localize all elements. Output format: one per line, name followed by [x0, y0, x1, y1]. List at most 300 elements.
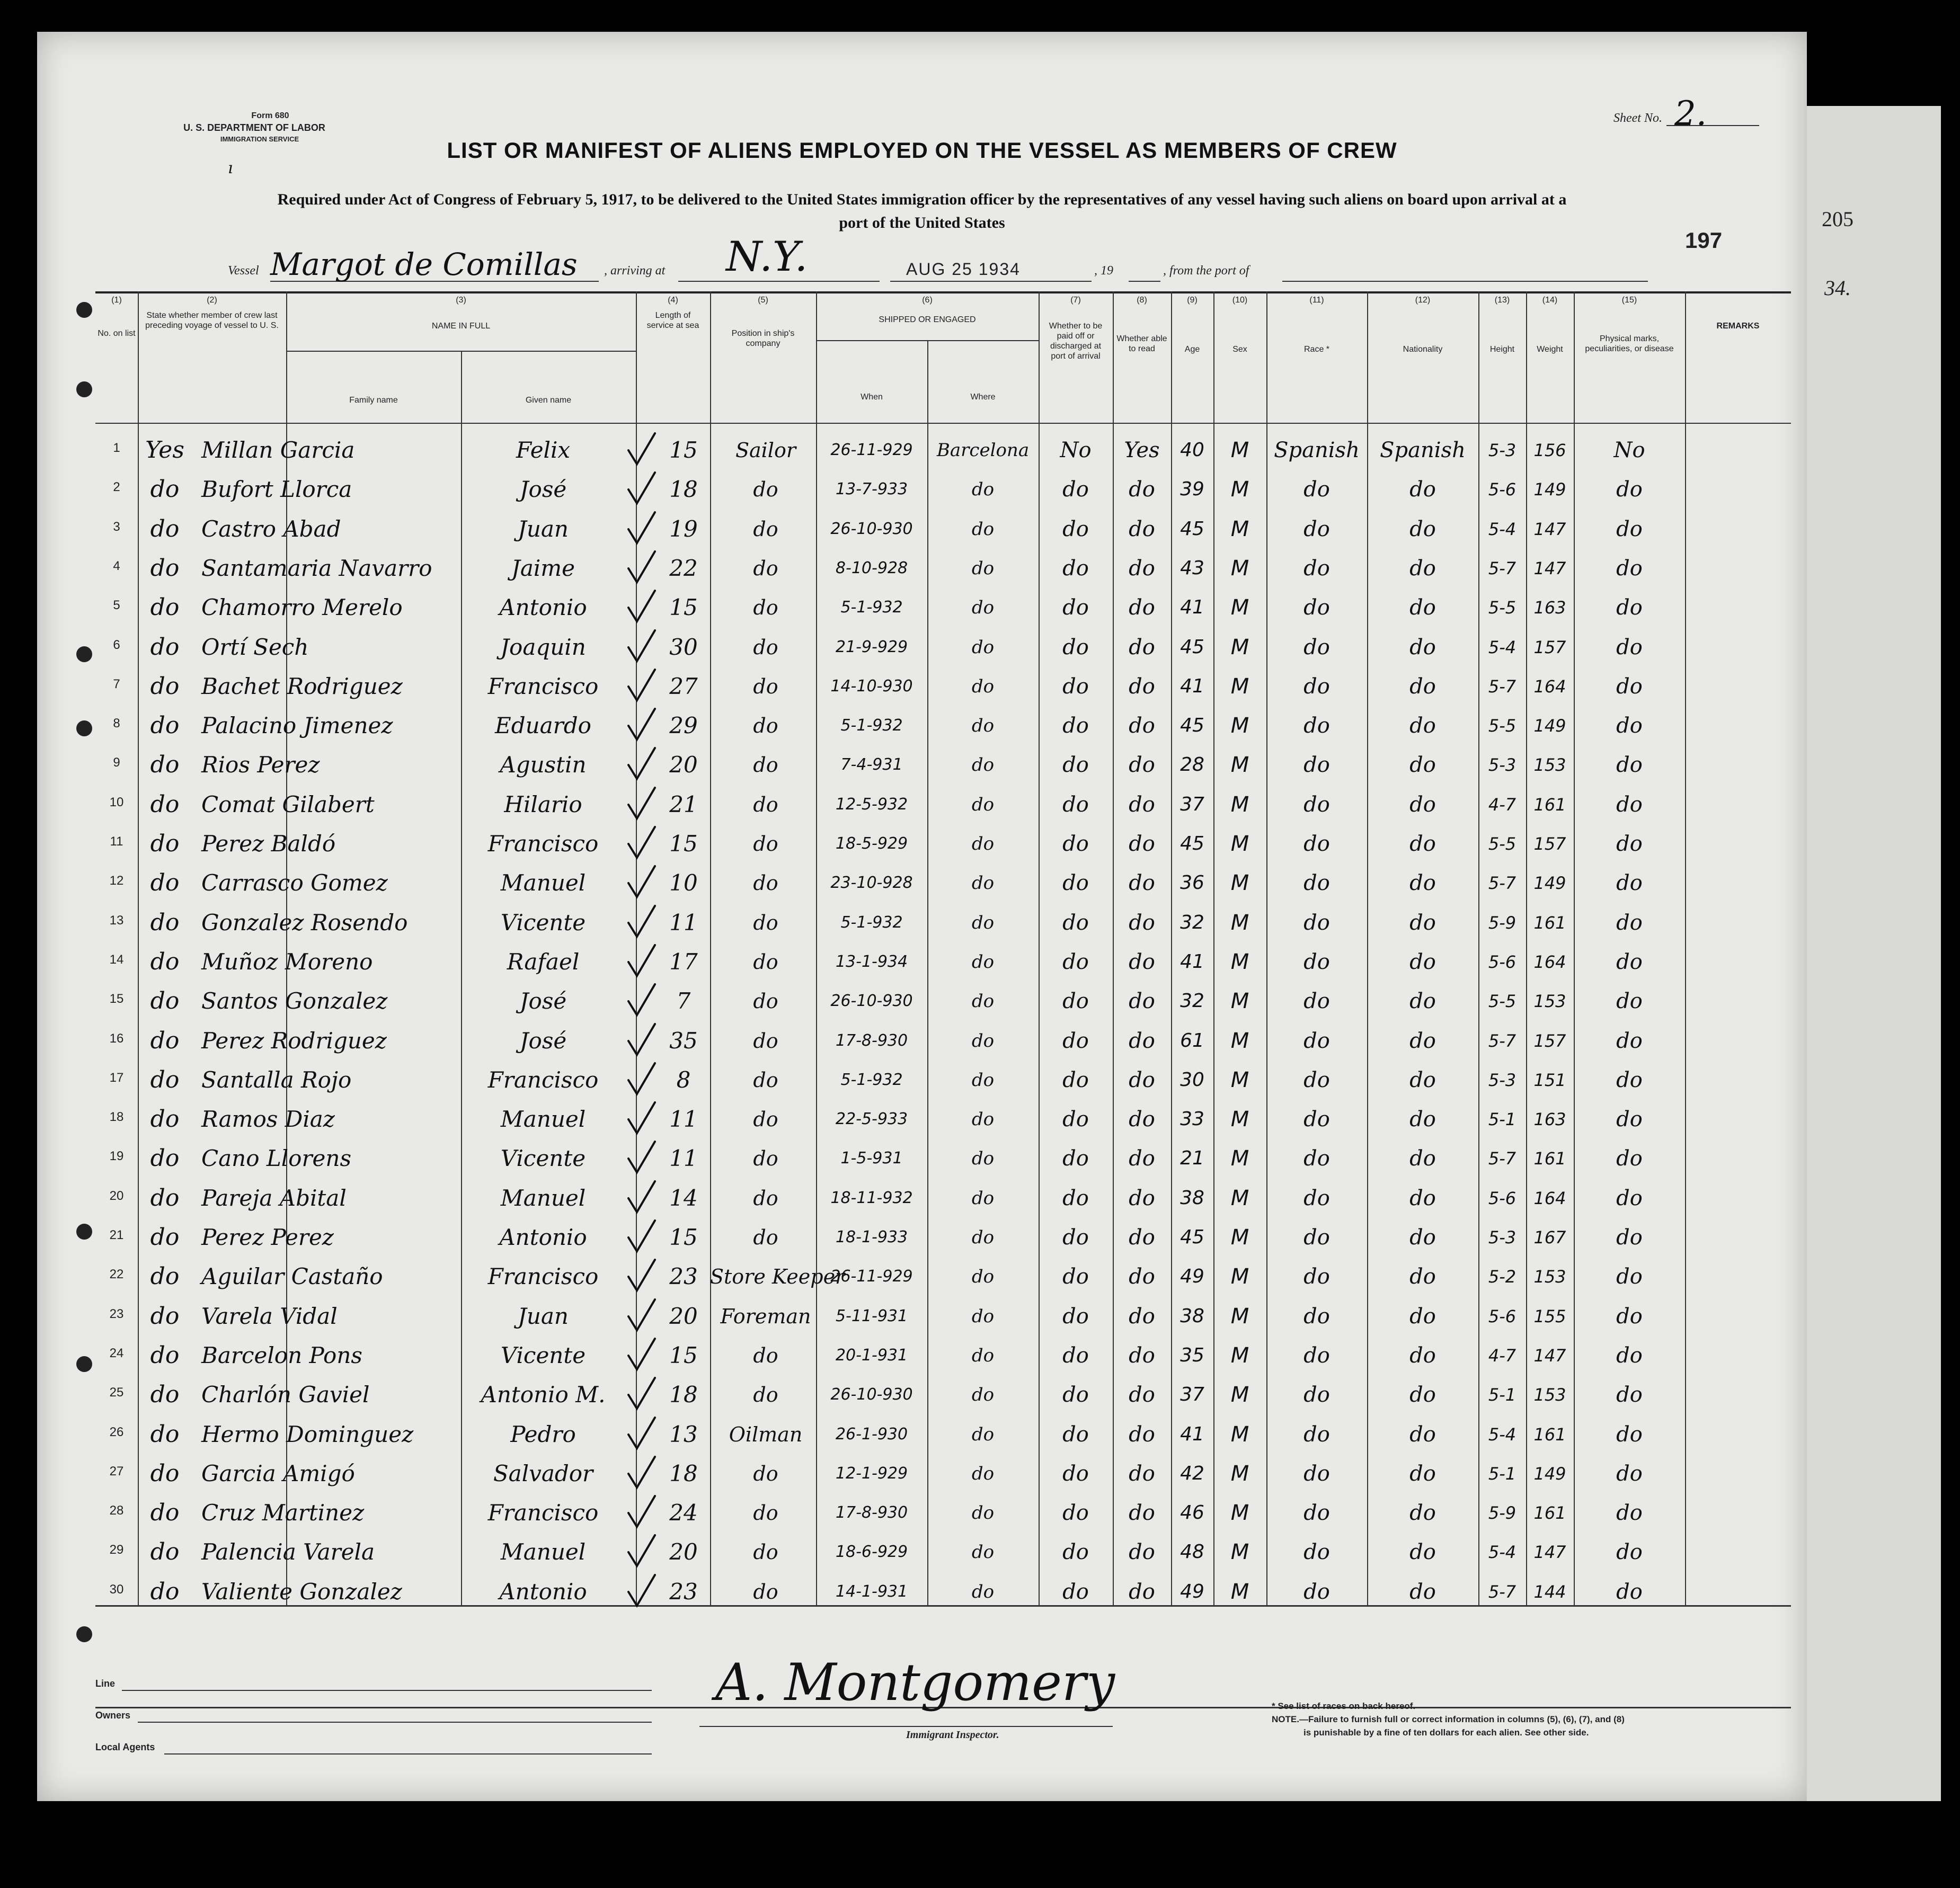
cell-physical-marks: do — [1616, 1186, 1643, 1210]
cell-age: 33 — [1180, 1108, 1204, 1130]
cell-sex: M — [1230, 1540, 1249, 1565]
cell-family-name: Millan Garcia — [201, 437, 355, 463]
col-header-age: Age — [1184, 345, 1200, 354]
cell-nationality: do — [1409, 910, 1436, 935]
local-agents-label: Local Agents — [95, 1742, 155, 1752]
cell-physical-marks: do — [1616, 1383, 1643, 1408]
cell-nationality: do — [1409, 516, 1436, 541]
cell-family-name: Gonzalez Rosendo — [201, 909, 408, 936]
cell-family-name: Castro Abad — [201, 515, 341, 542]
checkmark-icon — [625, 1139, 657, 1177]
binder-hole — [76, 1356, 92, 1372]
cell-position: do — [753, 517, 778, 541]
col-num-3: (3) — [456, 296, 466, 305]
cell-given-name: Francisco — [487, 1066, 599, 1093]
cell-shipped-when: 18-6-929 — [835, 1543, 908, 1562]
col-num-15: (15) — [1621, 296, 1637, 305]
checkmark-icon — [625, 510, 657, 547]
crew-manifest-table — [95, 291, 1791, 1888]
cell-able-to-read: do — [1129, 477, 1155, 502]
row-number: 2 — [113, 480, 120, 495]
checkmark-icon — [625, 943, 657, 980]
cell-paid-off: do — [1062, 1264, 1089, 1289]
cell-nationality: do — [1409, 832, 1436, 856]
cell-weight: 161 — [1533, 912, 1566, 933]
cell-age: 41 — [1180, 596, 1204, 619]
cell-age: 43 — [1180, 557, 1204, 579]
checkmark-icon — [625, 982, 657, 1019]
cell-paid-off: do — [1062, 1579, 1089, 1604]
cell-race: do — [1303, 1225, 1330, 1250]
cell-shipped-when: 26-11-929 — [830, 1267, 913, 1286]
cell-family-name: Palacino Jimenez — [201, 713, 393, 739]
cell-physical-marks: do — [1616, 556, 1643, 581]
checkmark-icon — [625, 1337, 657, 1374]
cell-family-name: Santalla Rojo — [201, 1066, 352, 1093]
cell-family-name: Santamaria Navarro — [201, 555, 432, 581]
cell-able-to-read: do — [1129, 753, 1155, 778]
cell-weight: 161 — [1533, 1503, 1566, 1524]
cell-service-length: 15 — [669, 437, 698, 463]
cell-given-name: Jaime — [511, 555, 575, 581]
cell-service-length: 18 — [669, 476, 698, 503]
cell-age: 28 — [1180, 754, 1204, 776]
races-note: * See list of races on back hereof. — [1272, 1701, 1416, 1711]
cell-prev-voyage: do — [150, 1106, 180, 1133]
cell-family-name: Charlón Gaviel — [201, 1382, 370, 1408]
cell-physical-marks: do — [1616, 635, 1643, 660]
cell-physical-marks: do — [1616, 1107, 1643, 1132]
cell-able-to-read: do — [1129, 635, 1155, 660]
cell-given-name: Antonio — [499, 1578, 587, 1605]
cell-height: 5-7 — [1488, 558, 1516, 578]
cell-height: 5-1 — [1488, 1463, 1516, 1484]
binder-hole — [76, 646, 92, 662]
owners-label: Owners — [95, 1710, 131, 1721]
back-page-number: 205 — [1822, 207, 1853, 231]
cell-nationality: do — [1409, 1540, 1436, 1565]
cell-shipped-when: 17-8-930 — [835, 1031, 908, 1050]
cell-nationality: do — [1409, 1186, 1436, 1210]
checkmark-icon — [625, 549, 657, 586]
cell-physical-marks: do — [1616, 871, 1643, 896]
cell-weight: 153 — [1533, 1385, 1566, 1405]
cell-height: 5-6 — [1488, 479, 1516, 500]
cell-sex: M — [1230, 1383, 1249, 1408]
cell-family-name: Barcelon Pons — [201, 1342, 362, 1368]
col-header-read: Whether able to read — [1116, 334, 1167, 353]
cell-sex: M — [1230, 714, 1249, 738]
cell-height: 5-4 — [1488, 637, 1516, 657]
cell-shipped-where: do — [971, 557, 995, 579]
cell-age: 41 — [1180, 1423, 1204, 1445]
cell-weight: 164 — [1533, 676, 1566, 697]
col-header-weight: Weight — [1537, 345, 1563, 354]
cell-able-to-read: Yes — [1124, 438, 1160, 462]
cell-prev-voyage: do — [150, 1184, 180, 1212]
cell-sex: M — [1230, 1461, 1249, 1486]
cell-shipped-where: do — [971, 833, 995, 854]
cell-position: do — [753, 1383, 778, 1407]
cell-shipped-when: 23-10-928 — [830, 874, 913, 893]
col-header-position: Position in ship's company — [731, 329, 795, 348]
underlying-page — [1791, 106, 1941, 1801]
cell-paid-off: do — [1062, 1028, 1089, 1053]
cell-prev-voyage: do — [150, 1459, 180, 1487]
cell-physical-marks: do — [1616, 1028, 1643, 1053]
cell-physical-marks: do — [1616, 1422, 1643, 1447]
date-line — [890, 281, 1092, 282]
checkmark-icon — [625, 1455, 657, 1492]
cell-shipped-when: 5-1-932 — [840, 1070, 903, 1089]
cell-able-to-read: do — [1129, 1107, 1155, 1132]
cell-sex: M — [1230, 1304, 1249, 1329]
cell-given-name: Felix — [516, 437, 571, 463]
cell-weight: 147 — [1533, 519, 1566, 539]
cell-shipped-where: do — [971, 1581, 995, 1602]
col-header-family: Family name — [349, 396, 398, 405]
cell-weight: 163 — [1533, 1109, 1566, 1130]
cell-age: 45 — [1180, 715, 1204, 737]
col-num-5: (5) — [758, 296, 768, 305]
cell-shipped-when: 7-4-931 — [840, 755, 903, 774]
cell-shipped-where: do — [971, 1148, 995, 1170]
col-header-paid-off: Whether to be paid off or discharged at port of arrival — [1049, 322, 1103, 361]
cell-service-length: 19 — [669, 515, 698, 542]
cell-shipped-where: do — [971, 715, 995, 737]
cell-paid-off: do — [1062, 1186, 1089, 1210]
cell-service-length: 21 — [669, 791, 698, 817]
col-num-2: (2) — [207, 296, 217, 305]
cell-weight: 167 — [1533, 1227, 1566, 1248]
cell-prev-voyage: do — [150, 554, 180, 582]
checkmark-icon — [625, 1258, 657, 1295]
cell-service-length: 11 — [669, 1145, 698, 1172]
cell-service-length: 14 — [669, 1185, 698, 1211]
row-number: 5 — [113, 598, 120, 613]
cell-position: do — [753, 1540, 778, 1564]
checkmark-icon — [625, 589, 657, 626]
cell-paid-off: do — [1062, 635, 1089, 660]
cell-age: 46 — [1180, 1502, 1204, 1524]
cell-position: Store Keeper — [710, 1265, 845, 1289]
col-num-6: (6) — [922, 296, 933, 305]
cell-nationality: do — [1409, 1264, 1436, 1289]
cell-prev-voyage: do — [150, 751, 180, 779]
cell-service-length: 11 — [669, 909, 698, 936]
checkmark-icon — [625, 864, 657, 901]
cell-position: do — [753, 1147, 778, 1171]
cell-shipped-where: do — [971, 754, 995, 776]
checkmark-icon — [625, 1573, 657, 1610]
cell-sex: M — [1230, 1107, 1249, 1132]
cell-physical-marks: do — [1616, 792, 1643, 817]
cell-position: do — [753, 1108, 778, 1132]
col-num-4: (4) — [668, 296, 678, 305]
cell-shipped-where: do — [971, 1423, 995, 1445]
row-number: 11 — [110, 834, 123, 849]
checkmark-icon — [625, 786, 657, 823]
cell-prev-voyage: do — [150, 1499, 180, 1527]
cell-race: do — [1303, 1028, 1330, 1053]
col-num-14: (14) — [1542, 296, 1558, 305]
cell-family-name: Aguilar Castaño — [201, 1263, 383, 1290]
cell-prev-voyage: do — [150, 1224, 180, 1251]
cell-nationality: do — [1409, 595, 1436, 620]
date-stamp: AUG 25 1934 — [906, 260, 1021, 279]
row-number: 27 — [109, 1464, 124, 1479]
cell-height: 4-7 — [1488, 1345, 1516, 1366]
cell-given-name: Hilario — [504, 791, 582, 817]
row-number: 28 — [109, 1503, 124, 1518]
cell-race: do — [1303, 1264, 1330, 1289]
cell-height: 5-9 — [1488, 912, 1516, 933]
row-number: 30 — [109, 1582, 124, 1597]
local-agents-fill — [164, 1753, 652, 1755]
checkmark-icon — [625, 1494, 657, 1531]
owners-fill — [138, 1722, 652, 1723]
cell-physical-marks: do — [1616, 1264, 1643, 1289]
cell-paid-off: do — [1062, 1461, 1089, 1486]
cell-nationality: do — [1409, 714, 1436, 738]
cell-family-name: Cruz Martinez — [201, 1500, 365, 1526]
cell-physical-marks: do — [1616, 674, 1643, 699]
cell-sex: M — [1230, 910, 1249, 935]
row-number: 24 — [109, 1346, 124, 1360]
cell-position: do — [753, 1580, 778, 1604]
cell-service-length: 30 — [669, 634, 698, 660]
cell-service-length: 15 — [669, 1224, 698, 1250]
row-number: 17 — [109, 1070, 124, 1085]
row-number: 25 — [109, 1385, 124, 1400]
cell-position: do — [753, 792, 778, 816]
cell-race: do — [1303, 871, 1330, 896]
cell-position: do — [753, 1186, 778, 1210]
cell-race: do — [1303, 832, 1330, 856]
cell-age: 38 — [1180, 1305, 1204, 1327]
cell-family-name: Cano Llorens — [201, 1145, 352, 1172]
col-num-11: (11) — [1309, 296, 1324, 305]
cell-height: 5-3 — [1488, 440, 1516, 460]
cell-given-name: Antonio — [499, 1224, 587, 1250]
cell-able-to-read: do — [1129, 1028, 1155, 1053]
cell-service-length: 27 — [669, 673, 698, 699]
cell-nationality: do — [1409, 1579, 1436, 1604]
cell-family-name: Garcia Amigó — [201, 1460, 355, 1486]
cell-able-to-read: do — [1129, 1540, 1155, 1565]
cell-shipped-when: 18-11-932 — [830, 1188, 913, 1207]
cell-service-length: 23 — [669, 1578, 698, 1605]
cell-weight: 163 — [1533, 598, 1566, 618]
cell-family-name: Muñoz Moreno — [201, 948, 373, 975]
cell-position: do — [753, 596, 778, 620]
cell-height: 5-5 — [1488, 716, 1516, 736]
col-header-race: Race * — [1303, 345, 1330, 354]
cell-service-length: 17 — [669, 948, 698, 975]
failure-note: NOTE.—Failure to furnish full or correct information in columns (5), (6), (7), and (8) — [1272, 1714, 1625, 1724]
cell-age: 45 — [1180, 518, 1204, 540]
from-port-label: , from the port of — [1163, 264, 1249, 278]
col-header-where: Where — [970, 393, 996, 402]
col-header-physical-marks: Physical marks, peculiarities, or disease — [1585, 334, 1674, 353]
cell-sex: M — [1230, 674, 1249, 699]
cell-age: 41 — [1180, 675, 1204, 697]
cell-position: do — [753, 832, 778, 856]
cell-height: 4-7 — [1488, 794, 1516, 815]
cell-race: do — [1303, 595, 1330, 620]
cell-height: 5-6 — [1488, 951, 1516, 972]
cell-weight: 149 — [1533, 873, 1566, 894]
cell-weight: 147 — [1533, 1542, 1566, 1563]
cell-shipped-when: 20-1-931 — [835, 1346, 908, 1365]
col-header-nationality: Nationality — [1403, 345, 1443, 354]
col-num-8: (8) — [1137, 296, 1147, 305]
binder-hole — [76, 720, 92, 736]
cell-physical-marks: No — [1613, 438, 1645, 462]
cell-height: 5-3 — [1488, 1227, 1516, 1248]
cell-race: do — [1303, 1540, 1330, 1565]
cell-paid-off: do — [1062, 714, 1089, 738]
cell-age: 45 — [1180, 833, 1204, 854]
arriving-port: N.Y. — [726, 233, 808, 281]
cell-family-name: Chamorro Merelo — [201, 594, 403, 621]
cell-service-length: 23 — [669, 1263, 698, 1290]
cell-race: do — [1303, 1343, 1330, 1368]
cell-physical-marks: do — [1616, 1540, 1643, 1565]
cell-family-name: Perez Perez — [201, 1224, 334, 1250]
cell-weight: 164 — [1533, 1188, 1566, 1208]
cell-shipped-where: do — [971, 872, 995, 894]
cell-able-to-read: do — [1129, 989, 1155, 1014]
cell-physical-marks: do — [1616, 714, 1643, 738]
row-number: 1 — [113, 441, 120, 455]
cell-physical-marks: do — [1616, 1461, 1643, 1486]
cell-paid-off: do — [1062, 1501, 1089, 1526]
col-header-given: Given name — [525, 396, 572, 405]
cell-given-name: Vicente — [500, 1145, 586, 1172]
cell-sex: M — [1230, 832, 1249, 856]
cell-given-name: Rafael — [507, 948, 580, 975]
binder-hole — [76, 302, 92, 318]
row-number: 21 — [109, 1228, 124, 1242]
cell-paid-off: do — [1062, 871, 1089, 896]
col-num-12: (12) — [1415, 296, 1431, 305]
cell-race: do — [1303, 674, 1330, 699]
cell-sex: M — [1230, 1225, 1249, 1250]
row-number: 6 — [113, 637, 120, 652]
cell-nationality: do — [1409, 1501, 1436, 1526]
cell-sex: M — [1230, 477, 1249, 502]
row-number: 7 — [113, 676, 120, 691]
cell-shipped-where: do — [971, 794, 995, 815]
cell-paid-off: do — [1062, 516, 1089, 541]
cell-position: do — [753, 950, 778, 974]
cell-weight: 147 — [1533, 558, 1566, 578]
cell-nationality: do — [1409, 674, 1436, 699]
cell-family-name: Pareja Abital — [201, 1185, 347, 1211]
cell-age: 49 — [1180, 1266, 1204, 1288]
cell-weight: 161 — [1533, 1148, 1566, 1169]
cell-family-name: Ramos Diaz — [201, 1106, 335, 1133]
checkmark-icon — [625, 904, 657, 941]
cell-given-name: Antonio M. — [481, 1382, 606, 1408]
cell-physical-marks: do — [1616, 910, 1643, 935]
cell-service-length: 20 — [669, 752, 698, 778]
cell-shipped-where: do — [971, 991, 995, 1012]
cell-position: do — [753, 990, 778, 1013]
cell-nationality: do — [1409, 1107, 1436, 1132]
cell-physical-marks: do — [1616, 1225, 1643, 1250]
line-fill — [122, 1690, 652, 1691]
cell-weight: 144 — [1533, 1581, 1566, 1602]
cell-race: do — [1303, 1146, 1330, 1171]
cell-shipped-where: do — [971, 1266, 995, 1288]
cell-family-name: Varela Vidal — [201, 1303, 338, 1329]
cell-nationality: do — [1409, 1304, 1436, 1329]
cell-position: do — [753, 635, 778, 659]
cell-paid-off: do — [1062, 674, 1089, 699]
cell-given-name: Vicente — [500, 1342, 586, 1368]
cell-given-name: Juan — [518, 515, 569, 542]
cell-height: 5-3 — [1488, 755, 1516, 776]
cell-weight: 149 — [1533, 479, 1566, 500]
cell-sex: M — [1230, 438, 1249, 462]
cell-position: do — [753, 1029, 778, 1053]
cell-nationality: do — [1409, 556, 1436, 581]
col-divider — [1685, 291, 1686, 1605]
cell-family-name: Rios Perez — [201, 752, 320, 778]
cell-race: do — [1303, 910, 1330, 935]
cell-height: 5-5 — [1488, 991, 1516, 1012]
checkmark-icon — [625, 1061, 657, 1098]
cell-weight: 157 — [1533, 1030, 1566, 1051]
cell-service-length: 8 — [676, 1066, 691, 1093]
cell-age: 32 — [1180, 911, 1204, 933]
cell-age: 61 — [1180, 1029, 1204, 1052]
cell-paid-off: do — [1062, 949, 1089, 974]
cell-able-to-read: do — [1129, 1067, 1155, 1092]
cell-nationality: do — [1409, 1383, 1436, 1408]
cell-prev-voyage: do — [150, 909, 180, 936]
cell-service-length: 11 — [669, 1106, 698, 1133]
cell-weight: 156 — [1533, 440, 1566, 460]
cell-height: 5-7 — [1488, 1030, 1516, 1051]
cell-able-to-read: do — [1129, 949, 1155, 974]
cell-able-to-read: do — [1129, 871, 1155, 896]
cell-age: 45 — [1180, 1226, 1204, 1248]
arriving-port-line — [678, 281, 880, 282]
cell-age: 36 — [1180, 872, 1204, 894]
cell-sex: M — [1230, 1343, 1249, 1368]
cell-able-to-read: do — [1129, 1461, 1155, 1486]
cell-weight: 149 — [1533, 1463, 1566, 1484]
cell-shipped-where: do — [971, 1109, 995, 1130]
cell-prev-voyage: do — [150, 1263, 180, 1290]
col-header-shipped: SHIPPED OR ENGAGED — [879, 315, 976, 324]
row-number: 15 — [109, 992, 124, 1007]
cell-age: 41 — [1180, 950, 1204, 973]
cell-race: do — [1303, 792, 1330, 817]
checkmark-icon — [625, 1100, 657, 1137]
cell-race: do — [1303, 1383, 1330, 1408]
cell-able-to-read: do — [1129, 910, 1155, 935]
cell-shipped-when: 13-7-933 — [835, 480, 908, 499]
cell-race: do — [1303, 949, 1330, 974]
cell-shipped-where: do — [971, 636, 995, 658]
col-header-no: No. on list — [97, 329, 136, 338]
cell-given-name: Vicente — [500, 909, 586, 936]
cell-paid-off: do — [1062, 792, 1089, 817]
